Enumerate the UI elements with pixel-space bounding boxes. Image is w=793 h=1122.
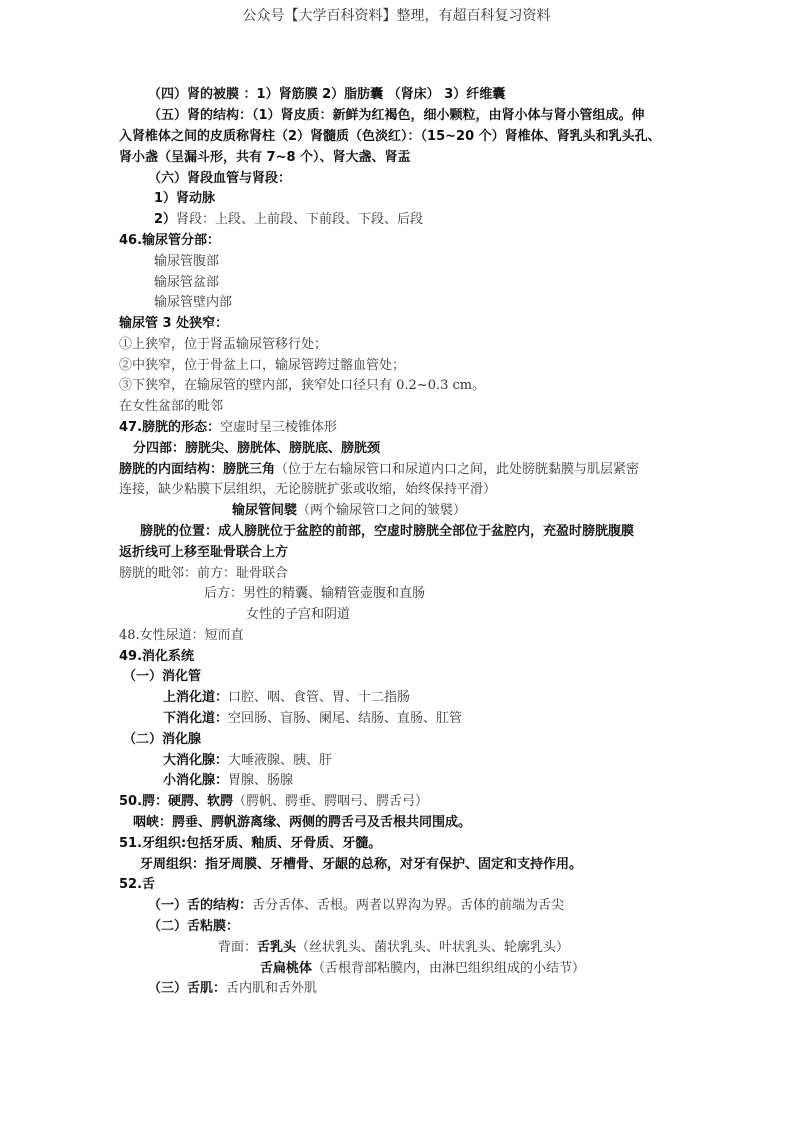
text-line: 入肾椎体之间的皮质称肾柱（2）肾髓质（色淡红）：（15~20 个）肾椎体、肾乳头和乳头孔、 <box>119 129 661 144</box>
section-heading: 47.膀胱的形态：空虚时呈三棱锥体形 <box>119 420 338 435</box>
text-line: 膀胱的毗邻：前方：耻骨联合 <box>119 566 289 581</box>
page-header: 公众号【大学百科资料】整理，有超百科复习资料 <box>242 8 551 24</box>
text-line: 上消化道：口腔、咽、食管、胃、十二指肠 <box>163 690 411 705</box>
text-line: （五）肾的结构：（1）肾皮质：新鲜为红褐色，细小颗粒，由肾小体与肾小管组成。伸 <box>148 108 645 123</box>
text-line: 下消化道：空回肠、盲肠、阑尾、结肠、直肠、肛管 <box>163 711 463 726</box>
text-line: 连接，缺少粘膜下层组织，无论膀胱扩张或收缩，始终保持平滑） <box>119 482 497 497</box>
text-line: 返折线可上移至耻骨联合上方 <box>119 545 289 560</box>
text-line: （四）肾的被膜 ：1）肾筋膜 2）脂肪囊 （肾床） 3）纤维囊 <box>148 87 506 102</box>
text-line: （三）舌肌：舌内肌和舌外肌 <box>148 981 318 996</box>
text-line: （一）消化管 <box>123 669 202 684</box>
text-line: 肾小盏（呈漏斗形，共有 7~8 个）、肾大盏、肾盂 <box>119 150 411 165</box>
text-line: 输尿管腹部 <box>154 254 220 269</box>
text-line: 膀胱的位置：成人膀胱位于盆腔的前部，空虚时膀胱全部位于盆腔内，充盈时膀胱腹膜 <box>140 524 635 539</box>
text-line: 后方：男性的精囊、输精管壶腹和直肠 <box>204 586 426 601</box>
section-heading: 48.女性尿道：短而直 <box>119 628 244 643</box>
text-line: 女性的子宫和阴道 <box>246 607 351 622</box>
text-line: 牙周组织：指牙周膜、牙槽骨、牙龈的总称，对牙有保护、固定和支持作用。 <box>140 857 583 872</box>
text-line: 输尿管壁内部 <box>154 295 233 310</box>
text-line: ①上狭窄，位于肾盂输尿管移行处； <box>119 337 328 352</box>
text-line: 咽峡：腭垂、腭帆游离缘、两侧的腭舌弓及舌根共同围成。 <box>133 815 472 830</box>
text-line: 大消化腺：大唾液腺、胰、肝 <box>163 753 333 768</box>
section-heading: 52.舌 <box>119 877 156 892</box>
section-heading: 50.腭：硬腭、软腭（腭帆、腭垂、腭咽弓、腭舌弓） <box>119 794 429 809</box>
text-line: （二）舌粘膜： <box>148 919 240 934</box>
text-line: 输尿管盆部 <box>154 275 220 290</box>
text-line: 背面：舌乳头（丝状乳头、菌状乳头、叶状乳头、轮廓乳头） <box>218 940 570 955</box>
text-line: 分四部：膀胱尖、膀胱体、膀胱底、膀胱颈 <box>133 441 381 456</box>
text-line: 1）肾动脉 <box>154 191 216 206</box>
text-line: ②中狭窄，位于骨盆上口，输尿管跨过髂血管处； <box>119 358 406 373</box>
text-line: 2）肾段：上段、上前段、下前段、下段、后段 <box>154 212 424 227</box>
text-line: 膀胱的内面结构：膀胱三角（位于左右输尿管口和尿道内口之间，此处膀胱黏膜与肌层紧密 <box>119 462 640 477</box>
section-heading: 51.牙组织:包括牙质、釉质、牙骨质、牙髓。 <box>119 836 382 851</box>
text-line: 输尿管间襞（两个输尿管口之间的皱襞） <box>232 503 467 518</box>
text-line: 在女性盆部的毗邻 <box>119 399 224 414</box>
text-line: （六）肾段血管与肾段： <box>148 171 292 186</box>
text-line: ③下狭窄，在输尿管的壁内部，狭窄处口径只有 0.2~0.3 cm。 <box>119 378 486 393</box>
text-line: （一）舌的结构：舌分舌体、舌根。两者以界沟为界。舌体的前端为舌尖 <box>148 898 565 913</box>
text-line: 小消化腺：胃腺、肠腺 <box>163 773 294 788</box>
text-line: 舌扁桃体（舌根背部粘膜内，由淋巴组织组成的小结节） <box>260 961 586 976</box>
text-line: （二）消化腺 <box>123 732 202 747</box>
section-heading: 46.输尿管分部： <box>119 233 221 248</box>
section-heading: 49.消化系统 <box>119 649 195 664</box>
section-heading: 输尿管 3 处狭窄： <box>119 316 229 331</box>
